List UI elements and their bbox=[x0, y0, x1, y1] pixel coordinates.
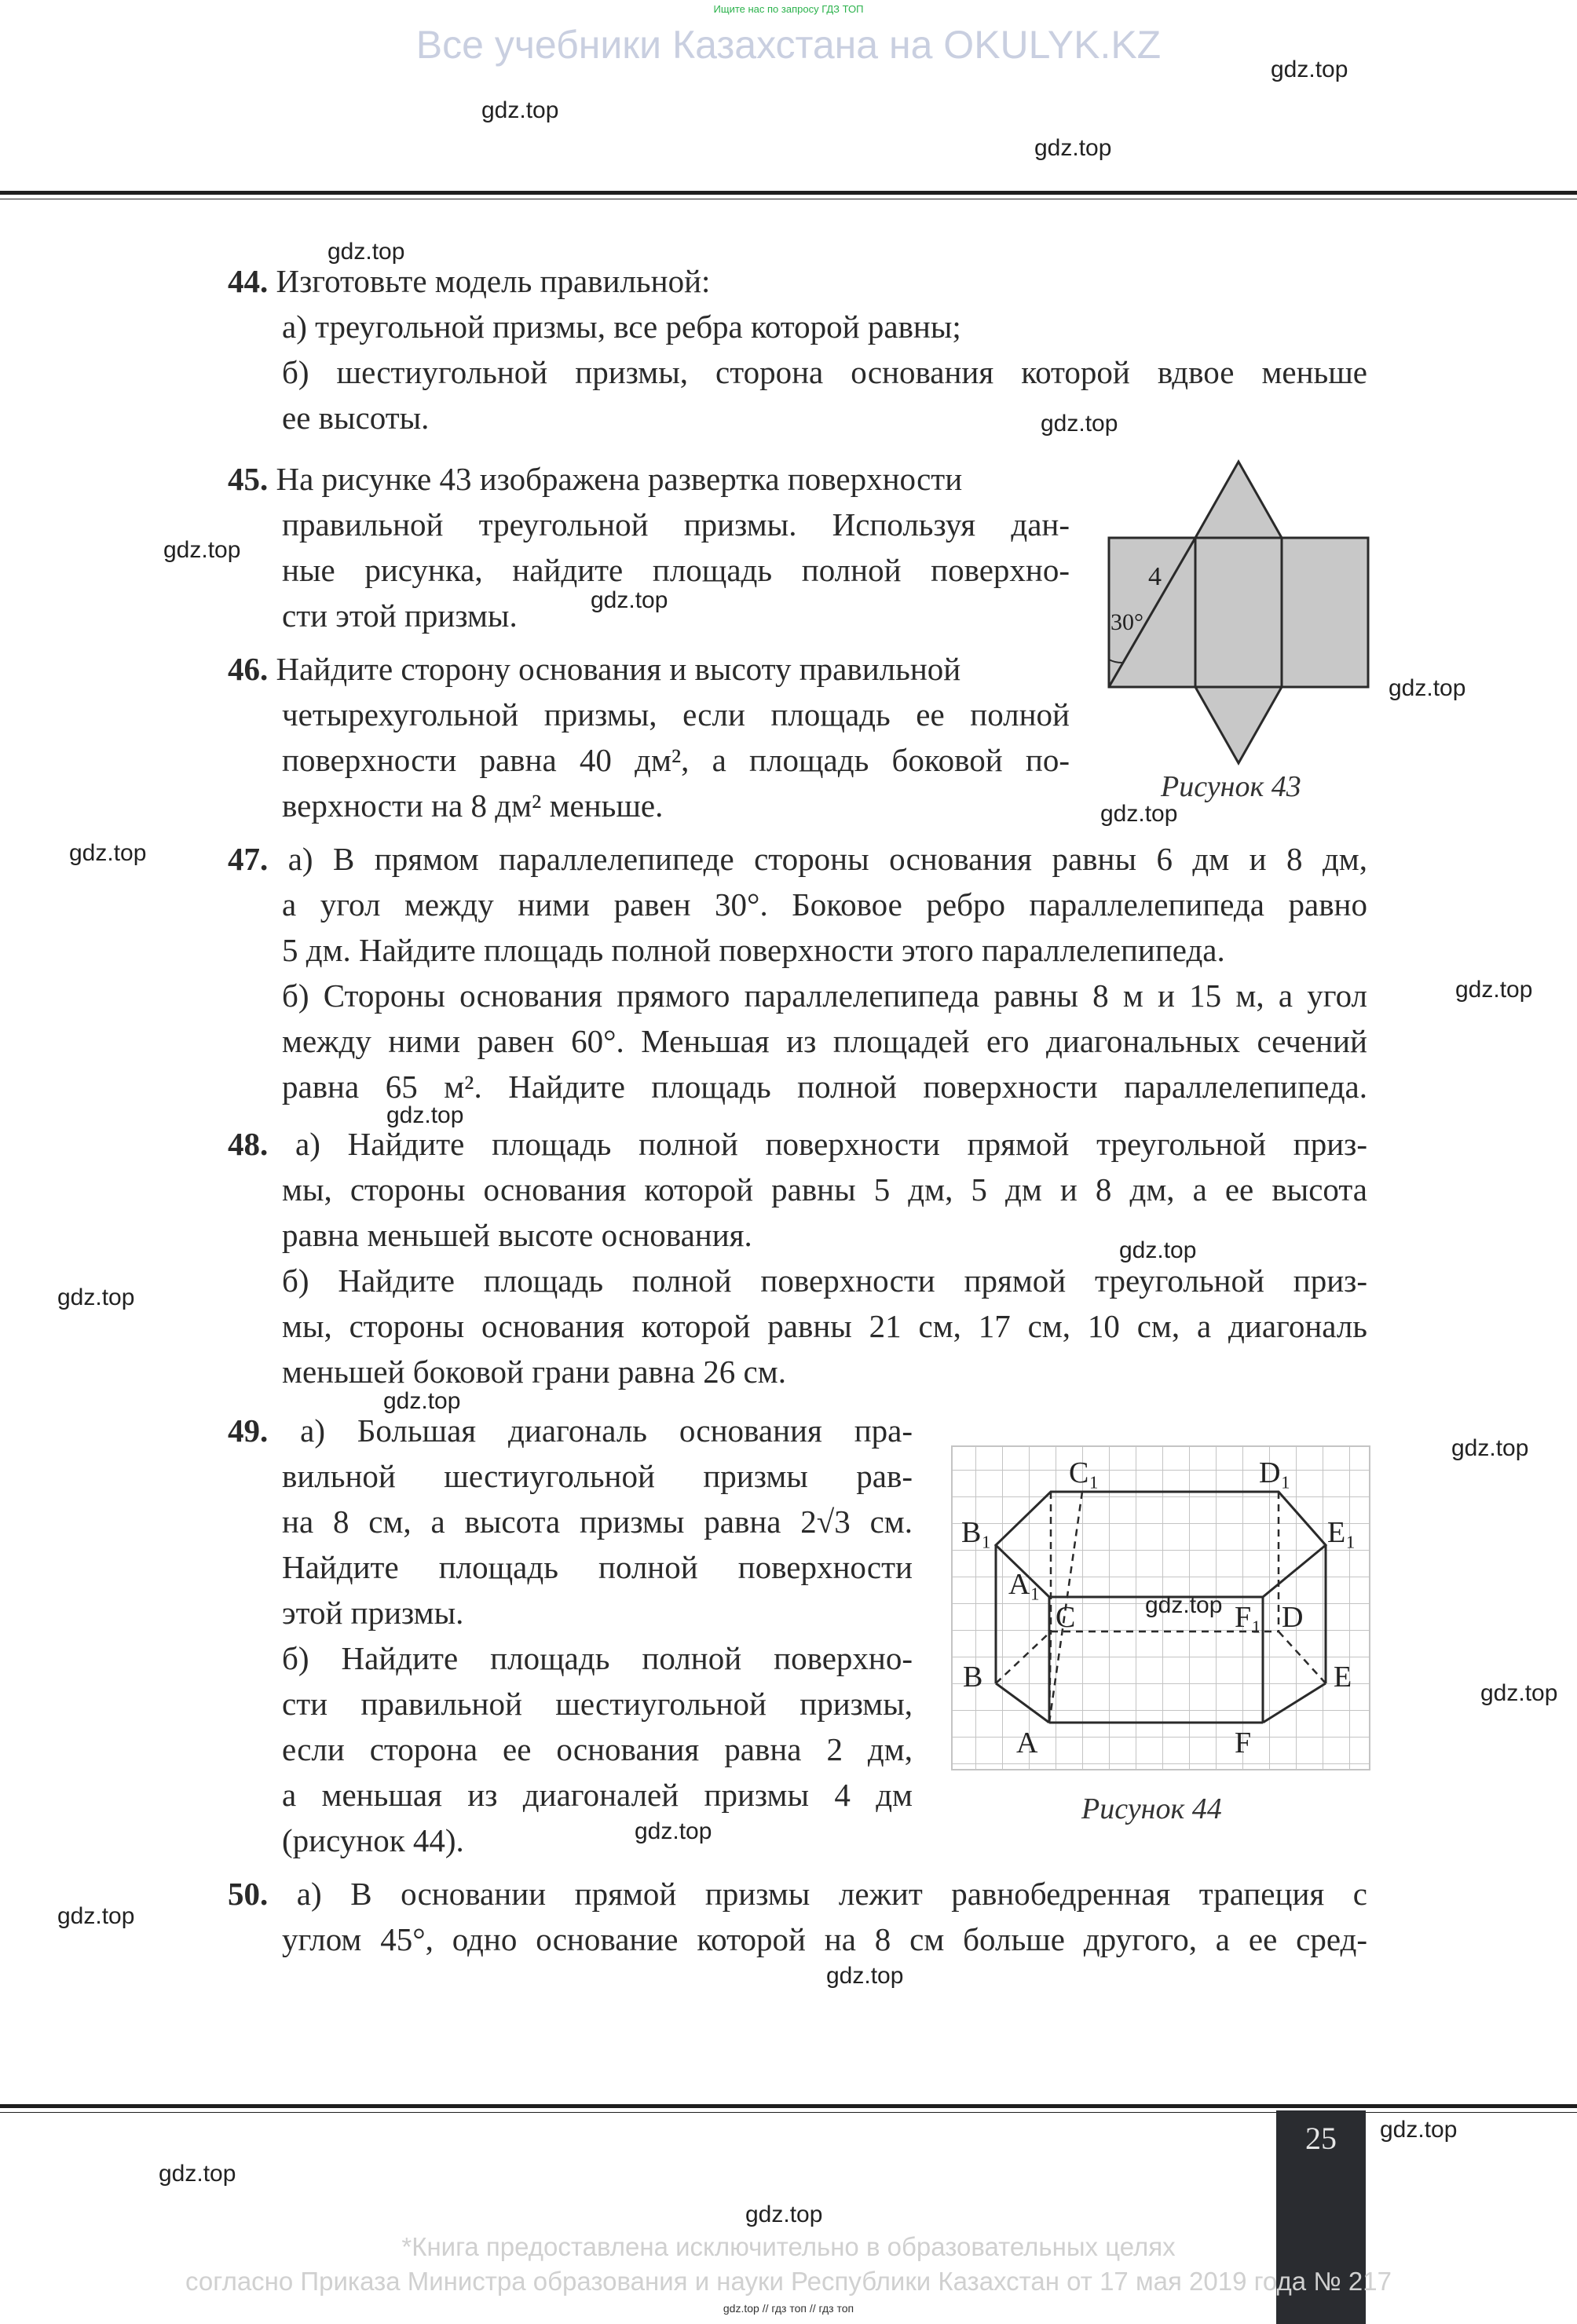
label-B1: B₁ bbox=[961, 1516, 992, 1549]
label-E1: E₁ bbox=[1327, 1516, 1356, 1549]
watermark: gdz.top bbox=[1380, 2117, 1458, 2143]
label-F1: F₁ bbox=[1235, 1601, 1262, 1634]
problem-48-line4: б) Найдите площадь полной поверхности прямой треугольной приз- bbox=[282, 1262, 1367, 1299]
watermark: gdz.top bbox=[591, 587, 668, 613]
problem-47-line1: 47. а) В прямом параллелепипеде стороны основания равны 6 дм и 8 дм, bbox=[228, 841, 1368, 877]
header-note: Ищите нас по запросу ГДЗ ТОП bbox=[713, 3, 864, 15]
problem-49-number: 49. bbox=[228, 1412, 269, 1449]
header-title[interactable]: Все учебники Казахстана на OKULYK.KZ bbox=[415, 23, 1162, 67]
watermark: gdz.top bbox=[327, 239, 405, 265]
watermark: gdz.top bbox=[635, 1818, 712, 1844]
figure-43-angle-label: 30° bbox=[1110, 609, 1143, 635]
problem-49-line10: (рисунок 44). bbox=[282, 1822, 464, 1858]
problem-48-line1: 48. а) Найдите площадь полной поверхности прямой треугольной приз- bbox=[228, 1126, 1368, 1162]
page-number: 25 bbox=[1305, 2121, 1337, 2156]
watermark: gdz.top bbox=[159, 2161, 236, 2187]
problem-46-number: 46. bbox=[228, 651, 269, 687]
watermark: gdz.top bbox=[826, 1963, 904, 1989]
figure-44-caption: Рисунок 44 bbox=[1081, 1792, 1222, 1825]
problem-45-line2: правильной треугольной призмы. Используя дан- bbox=[282, 506, 1070, 543]
problem-46-line3: поверхности равна 40 дм², а площадь боковой по- bbox=[282, 742, 1070, 778]
problem-48-line5: мы, стороны основания которой равны 21 см, 17 см, 10 см, а диагональ bbox=[282, 1308, 1367, 1344]
label-D1: D₁ bbox=[1259, 1456, 1291, 1489]
problem-45-line1: 45. На рисунке 43 изображена развертка поверхности bbox=[228, 461, 963, 497]
label-A1: A₁ bbox=[1008, 1568, 1041, 1601]
watermark: gdz.top bbox=[386, 1102, 464, 1128]
problem-47-number: 47. bbox=[228, 841, 269, 877]
watermark: gdz.top bbox=[163, 537, 241, 563]
problem-49-line6: б) Найдите площадь полной поверхно- bbox=[282, 1640, 913, 1676]
footer-links[interactable]: gdz.top // гдз топ // гдз топ bbox=[723, 2302, 854, 2315]
problem-45-number: 45. bbox=[228, 461, 269, 497]
footer-note-line1: *Книга предоставлена исключительно в образовательных целях bbox=[401, 2232, 1176, 2261]
problem-47-line5: между ними равен 60°. Меньшая из площадей его диагональных сечений bbox=[282, 1023, 1367, 1059]
problem-47-line2: а угол между ними равен 30°. Боковое ребро параллелепипеда равно bbox=[282, 886, 1367, 923]
problem-49-line5: этой призмы. bbox=[282, 1595, 464, 1631]
watermark: gdz.top bbox=[1455, 977, 1533, 1003]
label-D: D bbox=[1282, 1601, 1304, 1634]
watermark: gdz.top bbox=[1480, 1680, 1558, 1706]
watermark: gdz.top bbox=[1389, 675, 1466, 701]
problem-48-line6: меньшей боковой грани равна 26 см. bbox=[282, 1354, 786, 1390]
problem-49-line8: если сторона ее основания равна 2 дм, bbox=[282, 1731, 913, 1767]
watermark: gdz.top bbox=[69, 840, 147, 866]
watermark: gdz.top bbox=[1271, 57, 1348, 82]
footer-rule-thick bbox=[0, 2104, 1577, 2108]
figure-43-edge-label: 4 bbox=[1148, 562, 1162, 591]
problem-50-number: 50. bbox=[228, 1876, 269, 1912]
watermark: gdz.top bbox=[383, 1388, 461, 1414]
watermark: gdz.top bbox=[745, 2202, 823, 2227]
watermark: gdz.top bbox=[1451, 1435, 1529, 1461]
problem-47-line6: равна 65 м². Найдите площадь полной поверхности параллелепипеда. bbox=[282, 1069, 1367, 1105]
label-E: E bbox=[1334, 1661, 1352, 1694]
problem-49-line4: Найдите площадь полной поверхности bbox=[282, 1549, 913, 1585]
problem-50-line2: углом 45°, одно основание которой на 8 см больше другого, а ее сред- bbox=[282, 1921, 1367, 1957]
label-A: A bbox=[1016, 1727, 1038, 1759]
problem-45-line4: сти этой призмы. bbox=[282, 597, 518, 634]
header-rule-thick bbox=[0, 191, 1577, 195]
problem-49-line9: а меньшая из диагоналей призмы 4 дм bbox=[282, 1777, 913, 1813]
problem-48-line3: равна меньшей высоте основания. bbox=[282, 1217, 752, 1253]
problem-46-line1: 46. Найдите сторону основания и высоту правильной bbox=[228, 651, 961, 687]
problem-45-line3: ные рисунка, найдите площадь полной поверхно- bbox=[282, 552, 1070, 588]
problem-44-number: 44. bbox=[228, 263, 269, 299]
problem-49-line3: на 8 см, а высота призмы равна 2√3 см. bbox=[282, 1504, 913, 1540]
problem-44-line3: б) шестиугольной призмы, сторона основания которой вдвое меньше bbox=[282, 354, 1367, 390]
problem-50-line1: 50. а) В основании прямой призмы лежит равнобедренная трапеция с bbox=[228, 1876, 1367, 1912]
problem-44-line4: ее высоты. bbox=[282, 400, 430, 436]
figure-43-caption: Рисунок 43 bbox=[1161, 770, 1301, 803]
problem-44-line2: а) треугольной призмы, все ребра которой равны; bbox=[282, 309, 961, 345]
watermark: gdz.top bbox=[57, 1903, 135, 1929]
problem-44-line1: 44. Изготовьте модель правильной: bbox=[228, 263, 711, 299]
problem-46-line4: верхности на 8 дм² меньше. bbox=[282, 787, 664, 824]
problem-49-line2: вильной шестиугольной призмы рав- bbox=[282, 1458, 913, 1494]
problem-46-line2: четырехугольной призмы, если площадь ее полной bbox=[282, 696, 1070, 733]
problem-48-number: 48. bbox=[228, 1126, 269, 1162]
label-C: C bbox=[1056, 1601, 1076, 1634]
label-B: B bbox=[963, 1661, 983, 1694]
problem-48-line2: мы, стороны основания которой равны 5 дм, 5 дм и 8 дм, а ее высота bbox=[282, 1171, 1367, 1208]
watermark: gdz.top bbox=[1041, 411, 1118, 437]
problem-47-line4: б) Стороны основания прямого параллелепипеда равны 8 м и 15 м, а угол bbox=[282, 977, 1367, 1014]
watermark: gdz.top bbox=[57, 1284, 135, 1310]
watermark: gdz.top bbox=[1119, 1237, 1197, 1263]
watermark: gdz.top bbox=[1145, 1592, 1223, 1618]
watermark: gdz.top bbox=[1100, 801, 1178, 827]
problem-47-line3: 5 дм. Найдите площадь полной поверхности этого параллелепипеда. bbox=[282, 932, 1225, 968]
watermark: gdz.top bbox=[1034, 135, 1112, 161]
problem-49-line1: 49. а) Большая диагональ основания пра- bbox=[228, 1412, 913, 1449]
watermark: gdz.top bbox=[481, 97, 559, 123]
label-F: F bbox=[1235, 1727, 1252, 1759]
label-C1: C₁ bbox=[1069, 1456, 1100, 1489]
problem-49-line7: сти правильной шестиугольной призмы, bbox=[282, 1686, 913, 1722]
figure-43-net bbox=[1100, 448, 1382, 769]
footer-note-line2: согласно Приказа Министра образования и науки Республики Казахстан от 17 мая 2019 года № 217 bbox=[185, 2267, 1392, 2296]
